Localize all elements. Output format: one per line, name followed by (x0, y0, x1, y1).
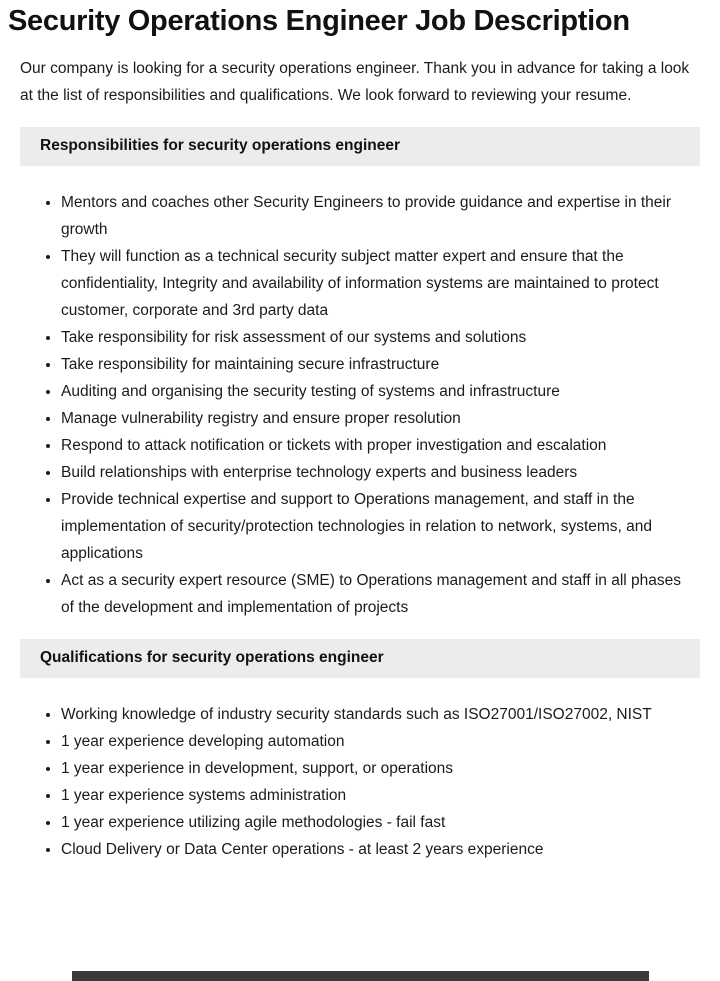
section-header-qualifications (20, 639, 700, 678)
list-item: • 1 year experience in development, support, or operations (61, 755, 700, 782)
section-heading-text: Responsibilities for security operations engineer (40, 137, 401, 155)
list-item: • 1 year experience utilizing agile methodologies - fail fast (61, 809, 700, 836)
section-header-responsibilities (20, 127, 700, 166)
footer-bar-partial (72, 971, 649, 981)
list-item: • 1 year experience developing automation (61, 728, 700, 755)
intro-paragraph: Our company is looking for a security operations engineer. Thank you in advance for taking a look at the list of responsibilities and qualifications. We look forward to reviewing your resume. (20, 60, 690, 105)
page-title: Security Operations Engineer Job Description (8, 5, 630, 37)
list-item: • Take responsibility for maintaining secure infrastructure (61, 351, 700, 378)
qualifications-list (20, 701, 700, 863)
list-item: • 1 year experience systems administration (61, 782, 700, 809)
job-description-page (0, 5, 720, 981)
list-item: • Cloud Delivery or Data Center operations - at least 2 years experience (61, 836, 700, 863)
list-item: • Act as a security expert resource (SME) to Operations management and staff in all phases of the development and implementation of projects (61, 567, 700, 621)
list-item: • Build relationships with enterprise technology experts and business leaders (61, 459, 700, 486)
section-heading-text: Qualifications for security operations engineer (40, 649, 384, 667)
list-item: • Working knowledge of industry security standards such as ISO27001/ISO27002, NIST (61, 701, 700, 728)
responsibilities-list (20, 189, 700, 621)
list-item: • Take responsibility for risk assessment of our systems and solutions (61, 324, 700, 351)
list-item: • Mentors and coaches other Security Engineers to provide guidance and expertise in their growth (61, 189, 700, 243)
list-item: • They will function as a technical security subject matter expert and ensure that the confidentiality, Integrity and availability of information systems are maintained to protect customer, corporate and 3rd party data (61, 243, 700, 324)
list-item: • Manage vulnerability registry and ensure proper resolution (61, 405, 700, 432)
list-item: • Provide technical expertise and support to Operations management, and staff in the implementation of security/protection technologies in relation to network, systems, and applications (61, 486, 700, 567)
list-item: • Respond to attack notification or tickets with proper investigation and escalation (61, 432, 700, 459)
list-item: • Auditing and organising the security testing of systems and infrastructure (61, 378, 700, 405)
